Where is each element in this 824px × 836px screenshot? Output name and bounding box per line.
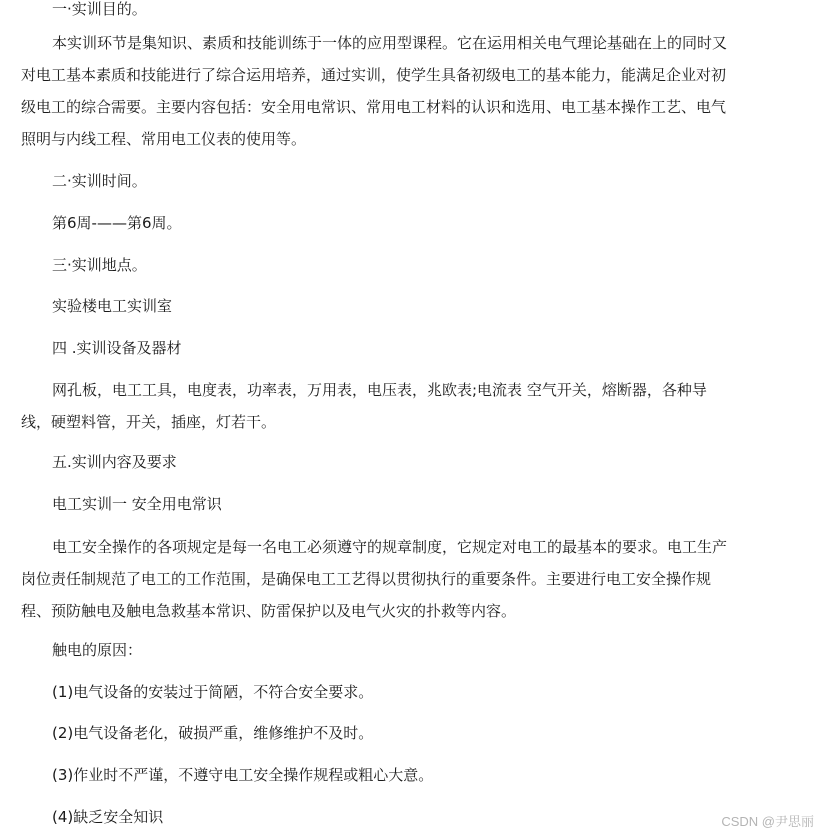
paragraph-s16 <box>21 801 163 833</box>
paragraph-line: 程、预防触电及触电急救基本常识、防雷保护以及电气火灾的扑救等内容。 <box>21 602 517 620</box>
paragraph-line: 五.实训内容及要求 <box>52 453 177 471</box>
paragraph-line: (3)作业时不严谨，不遵守电工安全操作规程或粗心大意。 <box>52 766 434 784</box>
paragraph-line: 对电工基本素质和技能进行了综合运用培养，通过实训，使学生具备初级电工的基本能力，能满足企业对初 <box>21 66 727 84</box>
paragraph-s7 <box>21 332 182 364</box>
paragraph-line: 电工安全操作的各项规定是每一名电工必须遵守的规章制度，它规定对电工的最基本的要求。电工生产 <box>52 538 728 556</box>
paragraph-line: 本实训环节是集知识、素质和技能训练于一体的应用型课程。它在运用相关电气理论基础在上的同时又 <box>52 34 728 52</box>
paragraph-line: (1)电气设备的安装过于简陋，不符合安全要求。 <box>52 683 374 701</box>
paragraph-line: 四 .实训设备及器材 <box>52 339 182 357</box>
paragraph-s6 <box>21 290 172 322</box>
paragraph-line: 线，硬塑料管，开关，插座，灯若干。 <box>21 413 277 431</box>
paragraph-line: 电工实训一 安全用电常识 <box>52 495 222 513</box>
paragraph-s1 <box>21 0 147 25</box>
paragraph-line: 岗位责任制规范了电工的工作范围，是确保电工工艺得以贯彻执行的重要条件。主要进行电工安全操作规 <box>21 570 712 588</box>
paragraph-line: (2)电气设备老化，破损严重，维修维护不及时。 <box>52 724 374 742</box>
paragraph-s4 <box>21 207 182 239</box>
paragraph-s12 <box>21 634 142 666</box>
paragraph-s10 <box>21 488 222 520</box>
paragraph-s15 <box>21 759 433 791</box>
csdn-watermark: CSDN @尹思丽 <box>721 814 814 829</box>
paragraph-s8 <box>21 374 707 438</box>
paragraph-s11 <box>21 531 727 627</box>
paragraph-line: (4)缺乏安全知识 <box>52 808 164 826</box>
paragraph-line: 二·实训时间。 <box>52 172 147 190</box>
paragraph-line: 一·实训目的。 <box>52 0 147 18</box>
paragraph-line: 照明与内线工程、常用电工仪表的使用等。 <box>21 130 307 148</box>
paragraph-line: 级电工的综合需要。主要内容包括：安全用电常识、常用电工材料的认识和选用、电工基本操作工艺、电气 <box>21 98 727 116</box>
paragraph-s5 <box>21 249 147 281</box>
paragraph-s3 <box>21 165 147 197</box>
paragraph-line: 三·实训地点。 <box>52 256 147 274</box>
paragraph-line: 网孔板，电工工具，电度表，功率表，万用表，电压表，兆欧表;电流表 空气开关，熔断器，各种导 <box>52 381 707 399</box>
paragraph-s9 <box>21 446 177 478</box>
paragraph-s14 <box>21 717 373 749</box>
paragraph-line: 第6周-——第6周。 <box>52 214 182 232</box>
paragraph-line: 触电的原因： <box>52 641 143 659</box>
paragraph-line: 实验楼电工实训室 <box>52 297 173 315</box>
paragraph-s13 <box>21 676 373 708</box>
paragraph-s2 <box>21 27 727 155</box>
